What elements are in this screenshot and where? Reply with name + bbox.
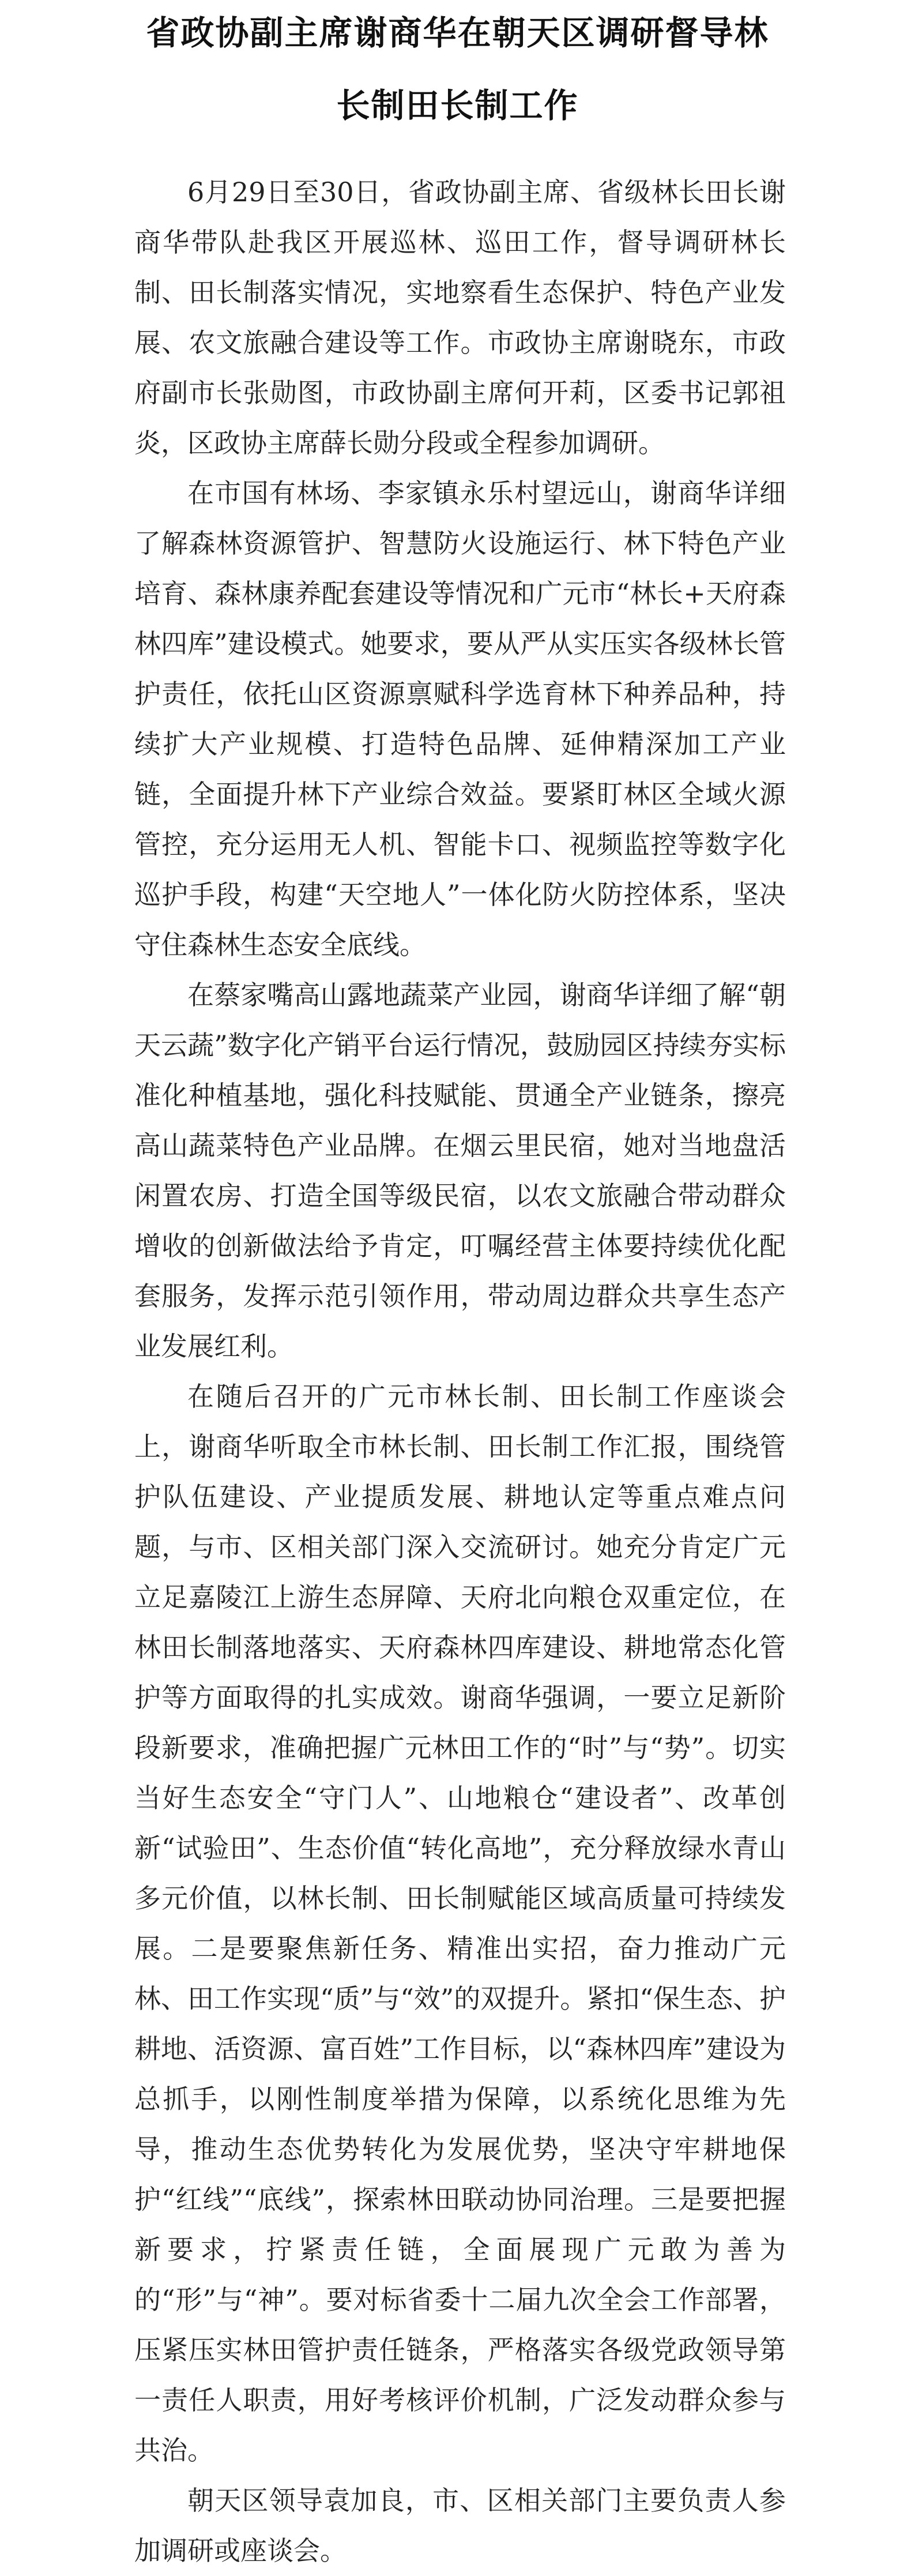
article-paragraph-4: 在随后召开的广元市林长制、田长制工作座谈会上，谢商华听取全市林长制、田长制工作汇报，围绕管护队伍建设、产业提质发展、耕地认定等重点难点问题，与市、区相关部门深入交流研讨。她充分肯定广元立足嘉陵江上游生态屏障、天府北向粮仓双重定位，在林田长制落地落实、天府森林四库建设、耕地常态化管护等方面取得的扎实成效。谢商华强调，一要立足新阶段新要求，准确把握广元林田工作的“时”与“势”。切实当好生态安全“守门人”、山地粮仓“建设者”、改革创新“试验田”、生态价值“转化高地”，充分释放绿水青山多元价值，以林长制、田长制赋能区域高质量可持续发展。二是要聚焦新任务、精准出实招，奋力推动广元林、田工作实现“质”与“效”的双提升。紧扣“保生态、护耕地、活资源、富百姓”工作目标，以“森林四库”建设为总抓手，以刚性制度举措为保障，以系统化思维为先导，推动生态优势转化为发展优势，坚决守牢耕地保护“红线”“底线”，探索林田联动协同治理。三是要把握新要求，拧紧责任链，全面展现广元敢为善为的“形”与“神”。要对标省委十二届九次全会工作部署，压紧压实林田管护责任链条，严格落实各级党政领导第一责任人职责，用好考核评价机制，广泛发动群众参与共治。 [134,1381,786,2466]
article-paragraph-2: 在市国有林场、李家镇永乐村望远山，谢商华详细了解森林资源管护、智慧防火设施运行、林下特色产业培育、森林康养配套建设等情况和广元市“林长+天府森林四库”建设模式。她要求，要从严从实压实各级林长管护责任，依托山区资源禀赋科学选育林下种养品种，持续扩大产业规模、打造特色品牌、延伸精深加工产业链，全面提升林下产业综合效益。要紧盯林区全域火源管控，充分运用无人机、智能卡口、视频监控等数字化巡护手段，构建“天空地人”一体化防火防控体系，坚决守住森林生态安全底线。 [134,478,786,960]
article-title-line-1: 省政协副主席谢商华在朝天区调研督导林 [146,13,769,52]
article-body [134,167,786,2576]
article-title-line-2: 长制田长制工作 [336,86,579,125]
article-paragraph-1: 6月29日至30日，省政协副主席、省级林长田长谢商华带队赴我区开展巡林、巡田工作，督导调研林长制、田长制落实情况，实地察看生态保护、特色产业发展、农文旅融合建设等工作。市政协主席谢晓东，市政府副市长张勋图，市政协副主席何开莉，区委书记郭祖炎，区政协主席薛长勋分段或全程参加调研。 [134,177,786,459]
article-paragraph-5: 朝天区领导袁加良，市、区相关部门主要负责人参加调研或座谈会。 [134,2485,786,2566]
article-paragraph-3: 在蔡家嘴高山露地蔬菜产业园，谢商华详细了解“朝天云蔬”数字化产销平台运行情况，鼓励园区持续夯实标准化种植基地，强化科技赋能、贯通全产业链条，擦亮高山蔬菜特色产业品牌。在烟云里民宿，她对当地盘活闲置农房、打造全国等级民宿，以农文旅融合带动群众增收的创新做法给予肯定，叮嘱经营主体要持续优化配套服务，发挥示范引领作用，带动周边群众共享生态产业发展红利。 [134,979,786,1362]
